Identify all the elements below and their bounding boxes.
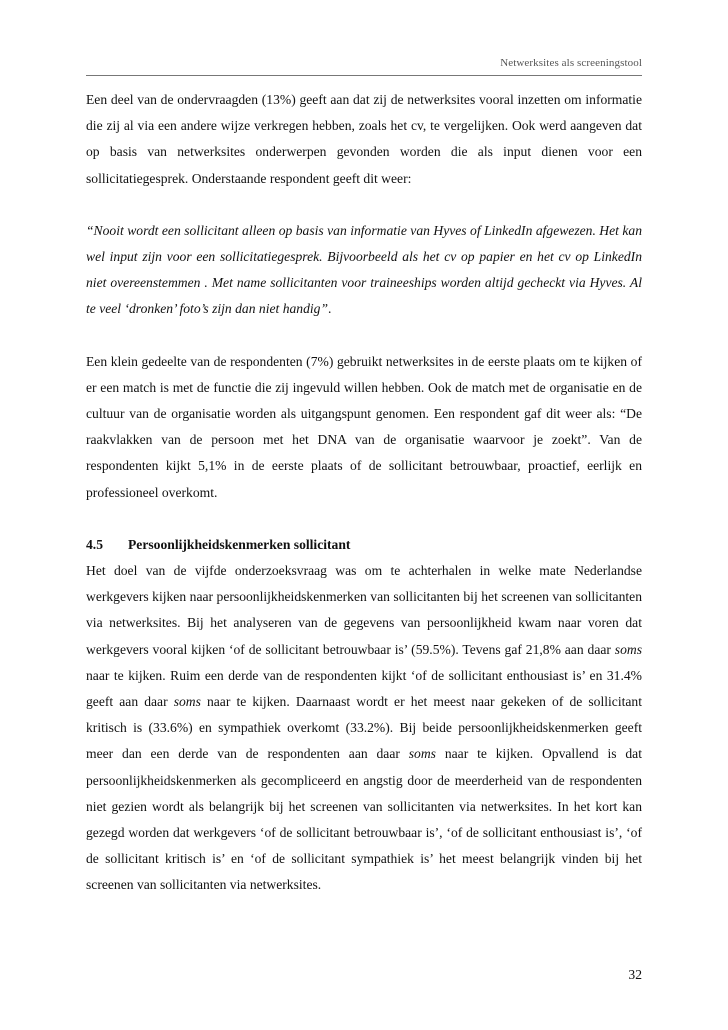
- section-heading: [86, 532, 642, 558]
- text-run: naar te kijken. Daarnaast wordt er het meest naar gekeken of de sollicitant kritisch is (33.6%) en sympathiek overkomt (33.2%). Bij beide persoonlijkheidskenmerken geeft meer dan een derde van de respondenten aan daar: [86, 694, 642, 762]
- header-divider: [86, 75, 642, 76]
- emphasis-soms: soms: [408, 746, 436, 762]
- text-run: naar te kijken. Ruim een derde van de respondenten kijkt ‘of de sollicitant enthousiast is’ en 31.4% geeft aan daar: [86, 667, 642, 710]
- section-title: Persoonlijkheidskenmerken sollicitant: [128, 536, 351, 552]
- paragraph-intro: Een deel van de ondervraagden (13%) geeft aan dat zij de netwerksites vooral inzetten om informatie die zij al via een andere wijze verkregen hebben, zoals het cv, te vergelijken. Ook werd aangeven dat op basis van netwerksites onderwerpen gevonden worden die als input dienen voor een sollicitatiegesprek. Onderstaande respondent geeft dit weer:: [86, 92, 642, 186]
- paragraph-gap: [86, 323, 642, 349]
- emphasis-soms: soms: [173, 694, 201, 710]
- paragraph-gap: [86, 506, 642, 532]
- paragraph-gap: [86, 192, 642, 218]
- text-run: naar te kijken. Opvallend is dat persoonlijkheidskenmerken als gecompliceerd en angstig door de meerderheid van de respondenten niet gezien wordt als belangrijk bij het screenen van sollicitanten via netwerksites. In het kort kan gezegd worden dat werkgevers ‘of de sollicitant betrouwbaar is’, ‘of de sollicitant enthousiast is’, ‘of de sollicitant kritisch is’ en ‘of de sollicitant sympathiek is’ het meest belangrijk vinden bij het screenen van sollicitanten via netwerksites.: [86, 746, 642, 893]
- emphasis-soms: soms: [614, 641, 642, 657]
- respondent-quote-paragraph: [86, 218, 642, 323]
- section-number: 4.5: [86, 536, 103, 552]
- running-header: Netwerksites als screeningstool: [500, 57, 642, 69]
- page-body: [86, 87, 642, 899]
- quote-end: .: [328, 301, 332, 317]
- respondent-quote: “Nooit wordt een sollicitant alleen op basis van informatie van Hyves of LinkedIn afgewezen. Het kan wel input zijn voor een sollicitatiegesprek. Bijvoorbeeld als het cv op papier en het cv op LinkedIn niet overeenstemmen . Met name sollicitanten voor traineeships worden altijd gecheckt via Hyves. Al te veel ‘dronken’ foto’s zijn dan niet handig”: [86, 222, 642, 317]
- paragraph-match: Een klein gedeelte van de respondenten (7%) gebruikt netwerksites in de eerste plaats om te kijken of er een match is met de functie die zij ingevuld willen hebben. Ook de match met de organisatie en de cultuur van de organisatie worden als uitgangspunt genomen. Een respondent gaf dit weer als: “De raakvlakken van de persoon met het DNA van de organisatie waarvoor je zoekt”. Van de respondenten kijkt 5,1% in de eerste plaats of de sollicitant betrouwbaar, proactief, eerlijk en professioneel overkomt.: [86, 353, 642, 500]
- paragraph-personality: [86, 558, 642, 899]
- text-run: Het doel van de vijfde onderzoeksvraag was om te achterhalen in welke mate Nederlandse werkgevers kijken naar persoonlijkheidskenmerken van sollicitanten bij het screenen van sollicitanten via netwerksites. Bij het analyseren van de gegevens van persoonlijkheid kwam naar voren dat werkgevers vooral kijken ‘of de sollicitant betrouwbaar is’ (59.5%). Tevens gaf 21,8% aan daar: [86, 563, 642, 657]
- page-number: 32: [628, 967, 642, 982]
